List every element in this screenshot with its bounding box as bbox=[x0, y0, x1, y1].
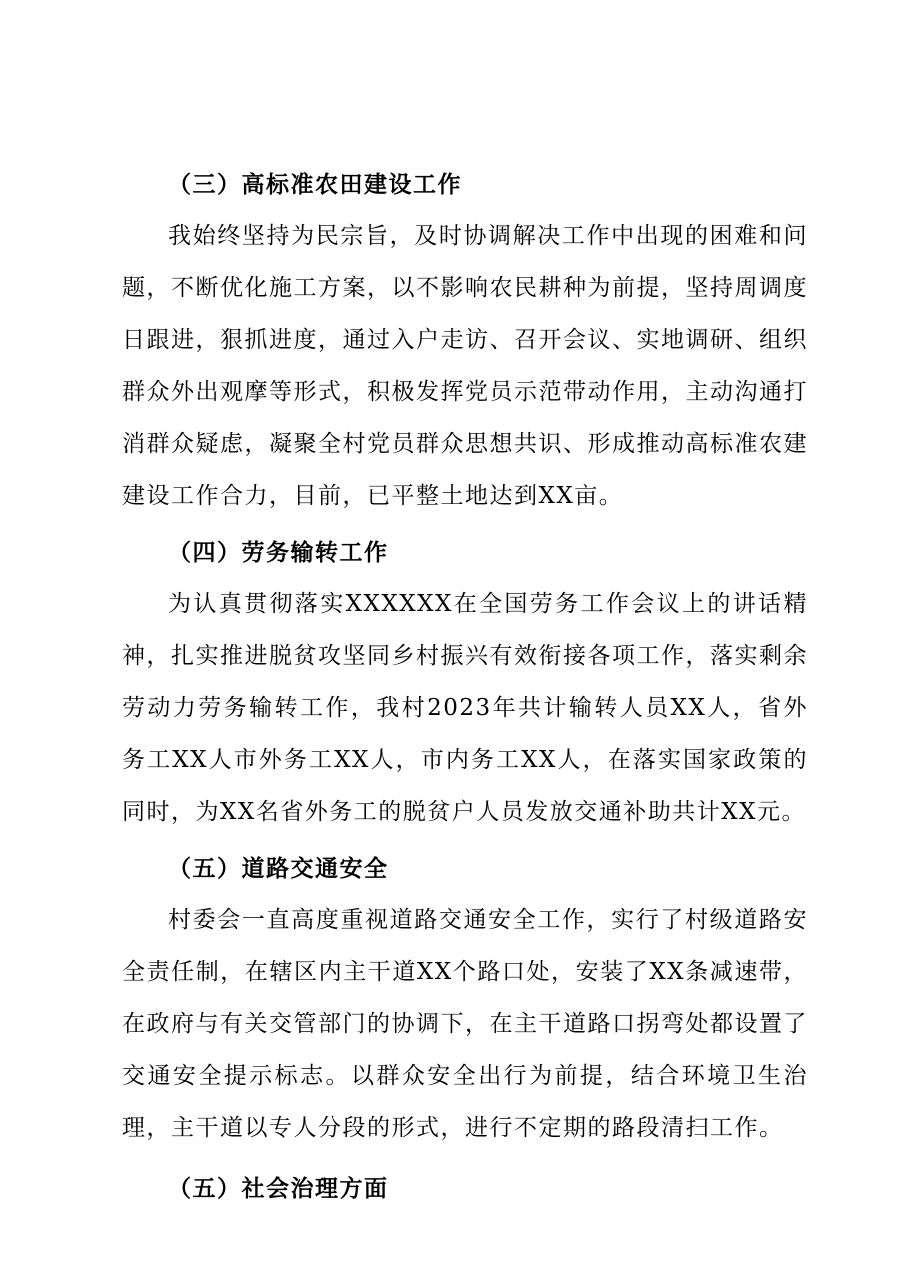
document-body bbox=[122, 160, 808, 1214]
section-heading-governance: （五）社会治理方面 bbox=[168, 1175, 389, 1202]
section-heading-traffic: （五）道路交通安全 bbox=[168, 855, 389, 882]
section-body-labor: 为认真贯彻落实XXXXXX在全国劳务工作会议上的讲话精神，扎实推进脱贫攻坚同乡村振兴有效衔接各项工作，落实剩余劳动力劳务输转工作，我村2023年共计输转人员XX人，省外务工XX人市外务工XX人，市内务工XX人，在落实国家政策的同时，为XX名省外务工的脱贫户人员发放交通补助共计XX元。 bbox=[122, 591, 808, 825]
section-body-farmland: 我始终坚持为民宗旨，及时协调解决工作中出现的困难和问题，不断优化施工方案，以不影响农民耕种为前提，坚持周调度日跟进，狠抓进度，通过入户走访、召开会议、实地调研、组织群众外出观摩等形式，积极发挥党员示范带动作用，主动沟通打消群众疑虑，凝聚全村党员群众思想共识、形成推动高标准农建建设工作合力，目前，已平整土地达到XX亩。 bbox=[122, 223, 808, 509]
section-heading-labor: （四）劳务输转工作 bbox=[168, 539, 389, 566]
section-heading-farmland: （三）高标准农田建设工作 bbox=[168, 171, 462, 198]
section-body-traffic: 村委会一直高度重视道路交通安全工作，实行了村级道路安全责任制，在辖区内主干道XX个路口处，安装了XX条减速带，在政府与有关交管部门的协调下，在主干道路口拐弯处都设置了交通安全提示标志。以群众安全出行为前提，结合环境卫生治理，主干道以专人分段的形式，进行不定期的路段清扫工作。 bbox=[122, 907, 808, 1141]
